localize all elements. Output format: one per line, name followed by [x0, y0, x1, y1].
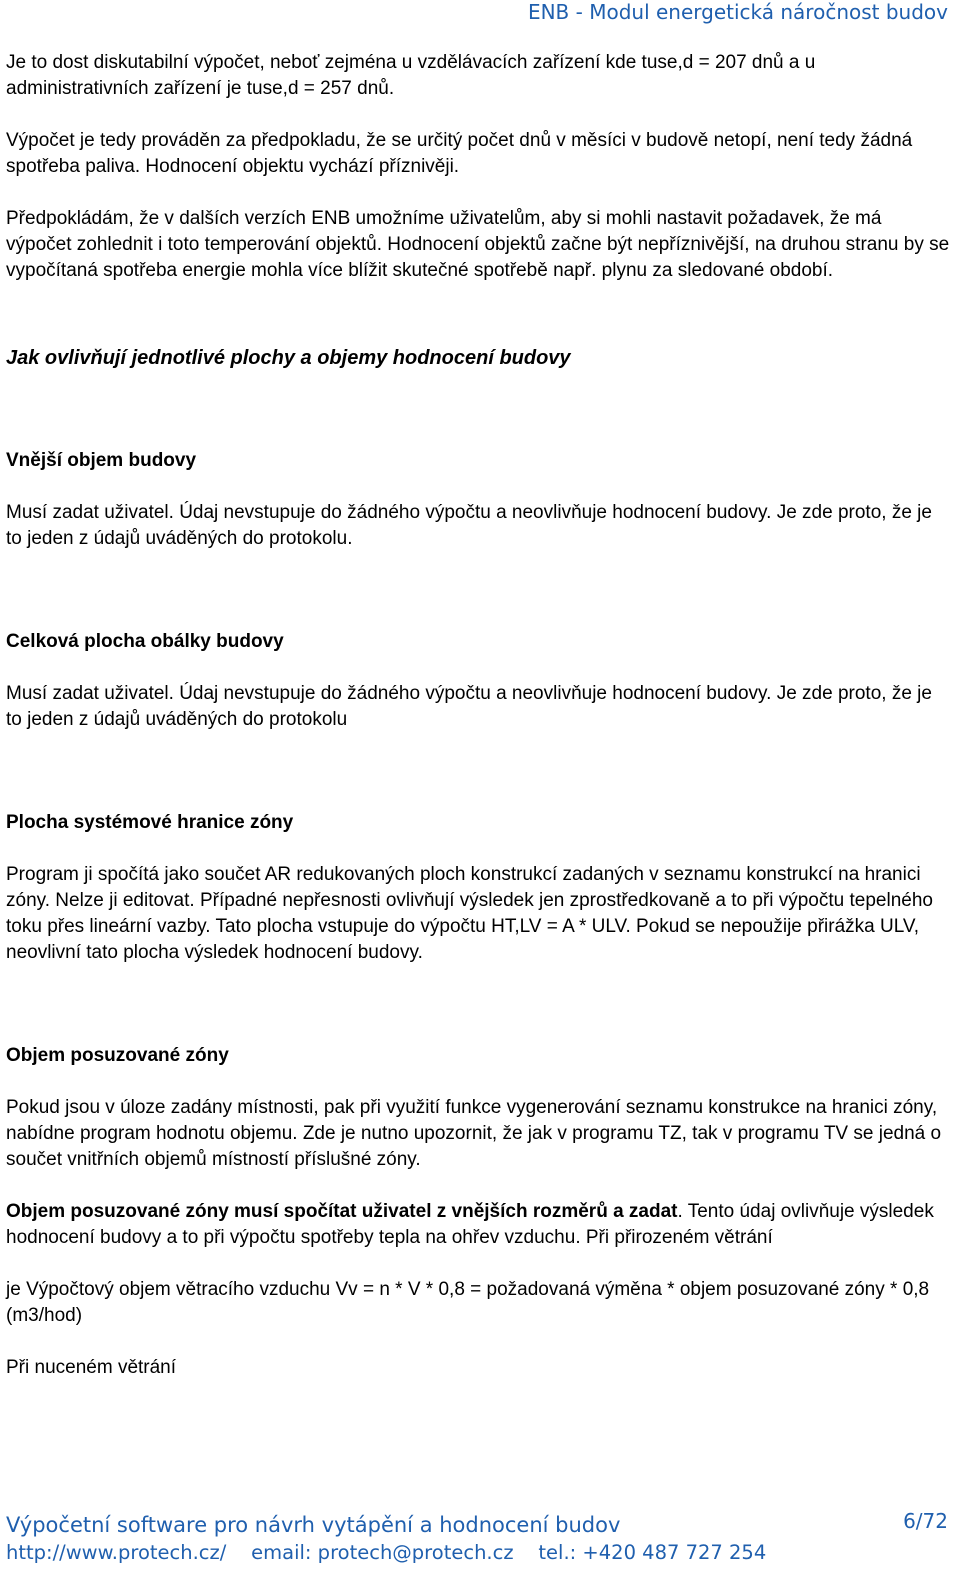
- paragraph-envelope-area: Musí zadat uživatel. Údaj nevstupuje do žádného výpočtu a neovlivňuje hodnocení budovy. Je zde proto, že je to jeden z údajů uváděných do protokolu: [6, 683, 932, 730]
- paragraph-ventilation-formula: je Výpočtový objem větracího vzduchu Vv = n * V * 0,8 = požadovaná výměna * objem posuzované zóny * 0,8 (m3/hod): [6, 1279, 930, 1326]
- paragraph-forced-ventilation: Při nuceném větrání: [6, 1357, 177, 1378]
- paragraph-usage-days: Je to dost diskutabilní výpočet, neboť zejména u vzdělávacích zařízení kde tuse,d = 207 dnů a u administrativních zařízení je tuse,d = 257 dnů.: [6, 52, 816, 99]
- paragraph-zone-volume-user: [6, 1199, 950, 1251]
- document-header: ENB - Modul energetická náročnost budov: [527, 0, 948, 24]
- paragraph-no-heating: Výpočet je tedy prováděn za předpokladu, že se určitý počet dnů v měsíci v budově netopí, není tedy žádná spotřeba paliva. Hodnocení objektu vychází příznivěji.: [6, 130, 913, 177]
- paragraph-zone-volume-rooms: Pokud jsou v úloze zadány místnosti, pak při využití funkce vygenerování seznamu konstrukce na hranici zóny, nabídne program hodnotu objemu. Zde je nutno upozornit, že jak v programu TZ, tak v programu TV se jedná o součet vnitřních objemů místností příslušné zóny.: [6, 1097, 942, 1170]
- paragraph-future-versions: Předpokládám, že v dalších verzích ENB umožníme uživatelům, aby si mohli nastavit požadavek, že má výpočet zohlednit i toto temperování objektů. Hodnocení objektů začne být nepříznivější, na druhou stranu by se vypočítaná spotřeba energie mohla více blížit skutečné spotřebě např. plynu za sledované období.: [6, 208, 950, 281]
- zone-volume-emphasis: Objem posuzované zóny musí spočítat uživatel z vnějších rozměrů a zadat: [6, 1201, 678, 1222]
- footer-phone: tel.: +420 487 727 254: [538, 1541, 767, 1564]
- document-body: [6, 50, 950, 1381]
- footer-email-link[interactable]: email: protech@protech.cz: [251, 1541, 514, 1564]
- heading-external-volume: Vnější objem budovy: [6, 450, 197, 471]
- footer-url-link[interactable]: http://www.protech.cz/: [6, 1541, 227, 1564]
- paragraph-external-volume: Musí zadat uživatel. Údaj nevstupuje do žádného výpočtu a neovlivňuje hodnocení budovy. Je zde proto, že je to jeden z údajů uváděných do protokolu.: [6, 502, 932, 549]
- heading-envelope-area: Celková plocha obálky budovy: [6, 631, 284, 652]
- paragraph-zone-boundary: Program ji spočítá jako součet AR redukovaných ploch konstrukcí zadaných v seznamu konstrukcí na hranici zóny. Nelze ji editovat. Případné nepřesnosti ovlivňují výsledek jen zprostředkovaně a to při výpočtu tepelného toku přes lineární vazby. Tato plocha vstupuje do výpočtu HT,LV = A * ULV. Pokud se nepoužije přirážka ULV, neovlivní tato plocha výsledek hodnocení budovy.: [6, 864, 933, 963]
- heading-zone-boundary: Plocha systémové hranice zóny: [6, 812, 294, 833]
- page-number: 6/72: [903, 1509, 948, 1533]
- footer-contacts: [6, 1540, 766, 1566]
- footer-title: Výpočetní software pro návrh vytápění a hodnocení budov: [6, 1513, 621, 1537]
- zone-volume-continuation: . Tento údaj ovlivňuje výsledek hodnocení budovy a to při výpočtu spotřeby tepla na ohřev vzduchu. Při přirozeném větrání: [6, 1201, 934, 1248]
- heading-zone-volume: Objem posuzované zóny: [6, 1045, 229, 1066]
- section-heading: Jak ovlivňují jednotlivé plochy a objemy hodnocení budovy: [6, 347, 571, 369]
